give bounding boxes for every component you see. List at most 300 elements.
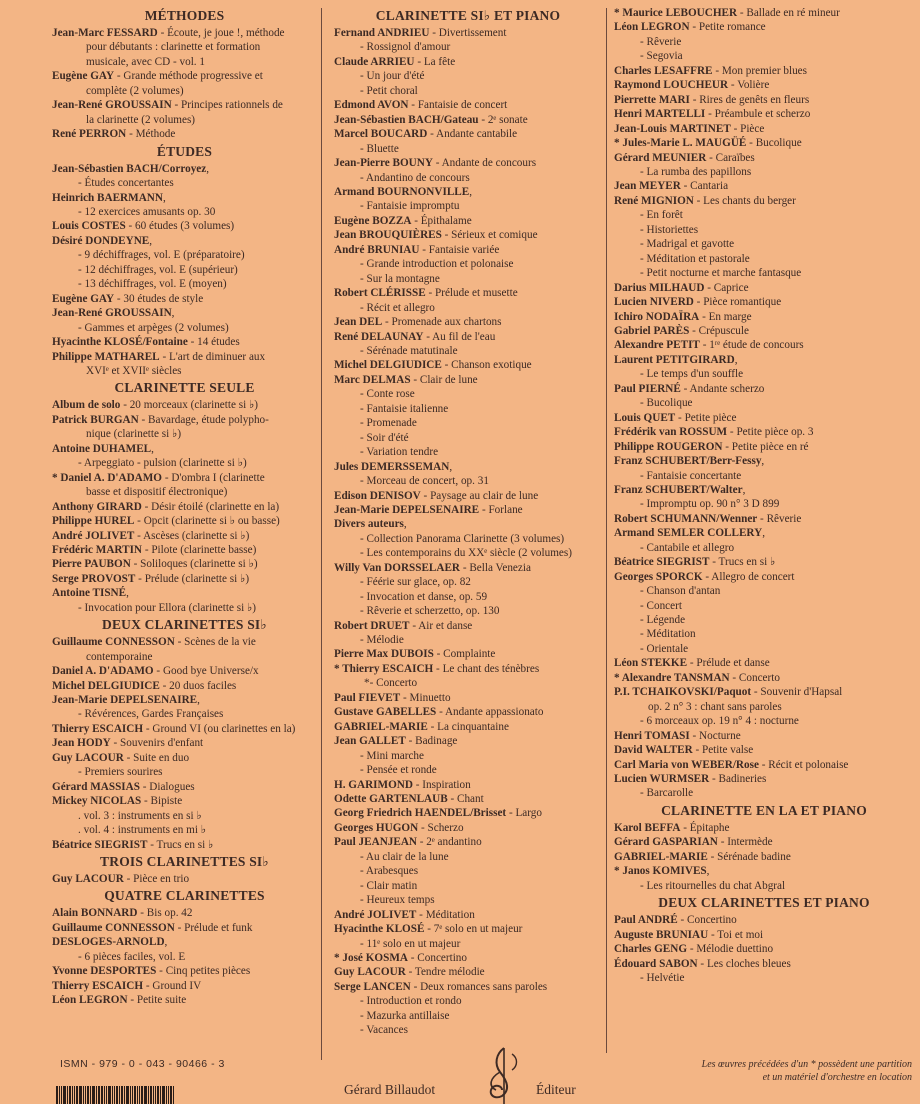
catalog-entry <box>614 526 914 540</box>
barcode-bar <box>56 1086 58 1104</box>
catalog-entry <box>52 350 317 364</box>
catalog-entry <box>614 151 914 165</box>
work-title: - Grande méthode progressive et <box>114 70 263 83</box>
work-item: - Rêverie <box>640 35 682 48</box>
catalog-entry <box>52 127 317 141</box>
composer-name: Divers auteurs <box>334 518 404 531</box>
composer-name: Darius MILHAUD <box>614 281 705 294</box>
composer-name: * Alexandre TANSMAN <box>614 671 730 684</box>
footnote-line: et un matériel d'orchestre en location <box>762 1072 912 1083</box>
composer-name: Désiré DONDEYNE <box>52 234 150 247</box>
catalog-entry <box>52 921 317 935</box>
work-item: - Orientale <box>640 642 689 655</box>
barcode-bar <box>69 1086 71 1104</box>
work-title: - Sérieux et comique <box>441 229 538 242</box>
composer-name: Jules DEMERSSEMAN <box>334 460 450 473</box>
catalog-entry <box>614 353 914 367</box>
work-title: - Ballade en ré mineur <box>737 7 840 19</box>
work-title: - Cinq petites pièces <box>156 965 251 978</box>
catalog-entry <box>614 107 914 121</box>
composer-name: Paul JEANJEAN <box>334 836 417 849</box>
work-title: - Petite valse <box>692 744 754 757</box>
work-title: , <box>164 936 168 949</box>
work-title: - Concerto <box>729 671 780 684</box>
work-title: - Concertino <box>677 914 737 927</box>
composer-name: Pierre Max DUBOIS <box>334 648 434 661</box>
work-title: - 30 études de style <box>114 292 204 305</box>
catalog-entry <box>614 957 914 971</box>
catalog-entry <box>614 772 914 786</box>
work-title: - Toi et moi <box>708 928 764 941</box>
work-item: - Sérénade matutinale <box>360 344 458 357</box>
composer-name: Edmond AVON <box>334 99 409 112</box>
barcode-bar <box>160 1086 161 1104</box>
barcode-bar <box>112 1086 113 1104</box>
work-item: - Morceau de concert, op. 31 <box>360 475 489 488</box>
column-divider <box>321 8 322 1060</box>
catalog-entry <box>52 872 317 886</box>
section-heading: CLARINETTE SEULE <box>114 380 255 396</box>
barcode-bar <box>63 1086 66 1104</box>
work-title: - Badineries <box>709 773 767 786</box>
work-item: - Invocation et danse, op. 59 <box>360 590 488 603</box>
work-item: - Révérences, Gardes Françaises <box>78 708 224 721</box>
section-heading: CLARINETTE EN LA ET PIANO <box>661 802 867 818</box>
catalog-entry <box>614 835 914 849</box>
composer-name: David WALTER <box>614 744 693 757</box>
catalog-entry <box>614 850 914 864</box>
work-item: - Invocation pour Ellora (clarinette si ♭) <box>78 601 256 614</box>
work-title: , <box>742 483 746 496</box>
composer-name: Laurent PETITGIRARD <box>614 353 735 366</box>
composer-name: Georges SPORCK <box>614 570 703 583</box>
barcode-bar <box>173 1086 174 1104</box>
work-item: *- Concerto <box>364 677 418 690</box>
catalog-entry <box>334 647 602 661</box>
composer-name: Jean-Marie DEPELSENAIRE <box>334 503 480 516</box>
work-item: - Méditation <box>640 628 696 641</box>
catalog-entry <box>334 951 602 965</box>
work-title: - Petite pièce op. 3 <box>727 426 814 439</box>
catalog-entry <box>52 635 317 649</box>
barcode-bar <box>162 1086 165 1104</box>
work-item: - Arabesques <box>360 865 419 878</box>
work-item: - Bluette <box>360 142 399 155</box>
work-item: - Fantaisie italienne <box>360 402 449 415</box>
composer-name: Eugène GAY <box>52 70 115 83</box>
work-title: - Sérénade badine <box>707 850 791 863</box>
composer-name: Léon LEGRON <box>614 21 690 34</box>
work-item: - Les ritournelles du chat Abgral <box>640 879 786 892</box>
catalog-entry <box>334 55 602 69</box>
composer-name: Jean-Marc FESSARD <box>52 27 158 39</box>
catalog-entry <box>334 792 602 806</box>
composer-name: Antoine TISNÉ <box>52 587 127 600</box>
catalog-entry <box>52 442 317 456</box>
composer-name: Jean-Pierre BOUNY <box>334 157 433 170</box>
composer-name: Franz SCHUBERT/Walter <box>614 483 743 496</box>
catalog-entry <box>334 156 602 170</box>
catalog-entry <box>334 806 602 820</box>
work-item: - Introduction et rondo <box>360 995 462 1008</box>
entry-continuation: pour débutants : clarinette et formation <box>86 41 261 54</box>
work-item: - 6 morceaux op. 19 n° 4 : nocturne <box>640 715 799 728</box>
catalog-entry <box>52 26 317 40</box>
work-title: - Souvenirs d'enfant <box>110 737 204 750</box>
composer-name: Jean HODY <box>52 737 111 750</box>
composer-name: Alexandre PETIT <box>614 339 700 352</box>
composer-name: Philippe MATHAREL <box>52 350 160 363</box>
work-title: - Petite pièce en ré <box>722 440 809 453</box>
work-title: - Largo <box>506 807 542 820</box>
work-title: , <box>734 353 738 366</box>
work-item: - 6 pièces faciles, vol. E <box>78 950 186 963</box>
section-heading: DEUX CLARINETTES ET PIANO <box>658 895 870 911</box>
catalog-entry <box>334 503 602 517</box>
catalog-entry <box>614 382 914 396</box>
catalog-entry <box>52 398 317 412</box>
barcode-bar <box>87 1086 89 1104</box>
work-item: - Historiettes <box>640 223 699 236</box>
work-item: - Sur la montagne <box>360 272 440 285</box>
catalog-entry <box>334 243 602 257</box>
work-item: - Études concertantes <box>78 177 174 190</box>
composer-name: René DELAUNAY <box>334 330 424 343</box>
work-item: - Barcarolle <box>640 787 694 800</box>
catalog-entry <box>52 98 317 112</box>
composer-name: Jean MEYER <box>614 180 681 193</box>
work-item: - Rossignol d'amour <box>360 41 451 54</box>
work-item: - Concert <box>640 599 682 612</box>
work-title: - Écoute, je joue !, méthode <box>157 27 285 39</box>
barcode-bar <box>83 1086 84 1104</box>
composer-name: Armand BOURNONVILLE <box>334 185 470 198</box>
composer-name: Eugène GAY <box>52 292 115 305</box>
work-title: - Rêverie <box>757 512 802 525</box>
catalog-entry <box>614 324 914 338</box>
work-title: , <box>403 518 407 531</box>
composer-name: Serge PROVOST <box>52 572 136 585</box>
barcode-bar <box>144 1086 147 1104</box>
composer-name: Auguste BRUNIAU <box>614 928 709 941</box>
entry-continuation: basse et dispositif électronique) <box>86 486 228 499</box>
work-title: - Bis op. 42 <box>137 907 193 920</box>
section-heading: DEUX CLARINETTES SI♭ <box>102 617 267 633</box>
catalog-entry <box>614 20 914 34</box>
composer-name: René MIGNION <box>614 194 694 207</box>
work-item: - Féérie sur glace, op. 82 <box>360 576 471 589</box>
work-title: , <box>197 694 200 707</box>
work-title: - Mélodie duettino <box>687 943 774 956</box>
catalog-entry <box>52 500 317 514</box>
work-title: , <box>126 587 129 600</box>
catalog-entry <box>334 517 602 531</box>
work-title: - Divertissement <box>429 27 507 39</box>
composer-name: Robert DRUET <box>334 619 410 632</box>
catalog-column-3 <box>614 6 914 985</box>
catalog-entry <box>52 794 317 808</box>
barcode-bar <box>90 1086 91 1104</box>
composer-name: Raymond LOUCHEUR <box>614 79 729 92</box>
composer-name: * Jules-Marie L. MAUGÜÉ <box>614 137 747 150</box>
catalog-entry <box>52 219 317 233</box>
work-title: - Promenade aux chartons <box>382 316 502 329</box>
composer-name: Guy LACOUR <box>52 873 124 886</box>
barcode-bar <box>139 1086 140 1104</box>
work-title: , <box>171 307 175 320</box>
work-title: - Récit et polonaise <box>758 758 849 771</box>
work-item: - 12 déchiffrages, vol. E (supérieur) <box>78 263 238 276</box>
catalog-entry <box>52 935 317 949</box>
composer-name: Paul ANDRÉ <box>614 914 678 927</box>
composer-name: Armand SEMLER COLLERY <box>614 527 763 540</box>
barcode-bar <box>124 1086 125 1104</box>
work-title: - Petite pièce <box>675 411 737 424</box>
composer-name: Heinrich BAERMANN <box>52 191 163 204</box>
work-title: , <box>449 460 453 473</box>
catalog-entry <box>52 234 317 248</box>
catalog-entry <box>614 338 914 352</box>
work-title: , <box>149 234 153 247</box>
work-item: - Au clair de la lune <box>360 850 449 863</box>
composer-name: * Daniel A. D'ADAMO <box>52 471 163 484</box>
work-title: - Allegro de concert <box>702 570 795 583</box>
composer-name: Marcel BOUCARD <box>334 128 428 141</box>
barcode-bar <box>106 1086 107 1104</box>
work-title: - 60 études (3 volumes) <box>125 220 235 233</box>
work-title: - Volière <box>728 79 770 92</box>
barcode-bar <box>155 1086 156 1104</box>
composer-name: Odette GARTENLAUB <box>334 793 448 806</box>
catalog-entry <box>334 228 602 242</box>
work-item: . vol. 3 : instruments en si ♭ <box>78 809 202 822</box>
catalog-entry <box>614 295 914 309</box>
composer-name: Eugène BOZZA <box>334 214 412 227</box>
composer-name: Frédéric MARTIN <box>52 543 143 556</box>
barcode-bar <box>61 1086 62 1104</box>
catalog-entry <box>334 778 602 792</box>
catalog-entry <box>52 162 317 176</box>
work-item: . vol. 4 : instruments en mi ♭ <box>78 824 207 837</box>
work-title: - Mon premier blues <box>712 64 807 77</box>
composer-name: Frédérik van ROSSUM <box>614 426 728 439</box>
work-title: - Suite en duo <box>123 751 190 764</box>
work-item: - Pensée et ronde <box>360 764 437 777</box>
work-title: - Soliloques (clarinette si ♭) <box>130 558 258 571</box>
catalog-entry <box>52 964 317 978</box>
barcode-bar <box>67 1086 68 1104</box>
work-title: - Bella Venezia <box>460 561 531 574</box>
composer-name: Jean-Louis MARTINET <box>614 122 731 135</box>
catalog-entry <box>52 722 317 736</box>
work-title: - Principes rationnels de <box>171 99 283 112</box>
work-title: - Les chants du berger <box>693 194 796 207</box>
catalog-entry <box>614 913 914 927</box>
barcode <box>56 1086 226 1104</box>
composer-name: Gabriel PARÈS <box>614 324 690 337</box>
composer-name: Robert CLÉRISSE <box>334 287 426 300</box>
work-title: - Ascèses (clarinette si ♭) <box>134 529 250 542</box>
catalog-entry <box>614 942 914 956</box>
work-item: - Grande introduction et polonaise <box>360 258 514 271</box>
entry-continuation: la clarinette (2 volumes) <box>86 113 196 126</box>
composer-name: Louis COSTES <box>52 220 126 233</box>
work-title: - Crépuscule <box>689 324 749 337</box>
work-title: - Air et danse <box>409 619 473 632</box>
work-item: - Madrigal et gavotte <box>640 238 735 251</box>
catalog-entry <box>52 335 317 349</box>
work-title: , <box>162 191 166 204</box>
catalog-entry <box>614 78 914 92</box>
work-item: - Conte rose <box>360 388 415 401</box>
work-title: - Complainte <box>433 648 496 661</box>
work-item: - Variation tendre <box>360 446 439 459</box>
composer-name: Thierry ESCAICH <box>52 722 144 735</box>
composer-name: Philippe HUREL <box>52 515 135 528</box>
composer-name: Gérard MASSIAS <box>52 780 140 793</box>
barcode-bar <box>85 1086 86 1104</box>
work-title: - Prélude et danse <box>687 657 770 670</box>
work-title: - Épithalame <box>411 214 472 227</box>
composer-name: Pierre PAUBON <box>52 558 131 571</box>
composer-name: Paul PIERNÉ <box>614 382 681 395</box>
work-item: - Mazurka antillaise <box>360 1009 450 1022</box>
entry-continuation: nique (clarinette si ♭) <box>86 428 182 441</box>
composer-name: René PERRON <box>52 128 127 141</box>
work-title: - Deux romances sans paroles <box>410 980 548 993</box>
work-item: - Collection Panorama Clarinette (3 volumes) <box>360 532 565 545</box>
work-title: - Trucs en si ♭ <box>147 838 214 851</box>
catalog-entry <box>614 194 914 208</box>
work-item: - En forêt <box>640 209 683 222</box>
composer-name: Hyacinthe KLOSÉ <box>334 923 425 936</box>
work-title: - Cantaria <box>680 180 729 193</box>
work-title: - Pièce <box>730 122 765 135</box>
catalog-entry <box>614 512 914 526</box>
catalog-entry <box>614 122 914 136</box>
work-title: - Prélude et musette <box>425 287 518 300</box>
catalog-entry <box>334 127 602 141</box>
work-title: - Petite suite <box>127 994 187 1007</box>
catalog-entry <box>52 780 317 794</box>
catalog-entry <box>334 358 602 372</box>
work-item: - Mélodie <box>360 634 404 647</box>
work-item: - Promenade <box>360 417 417 430</box>
catalog-entry <box>334 185 602 199</box>
barcode-bar <box>137 1086 138 1104</box>
entry-continuation: musicale, avec CD - vol. 1 <box>86 55 205 68</box>
work-title: - Andante scherzo <box>680 382 765 395</box>
composer-name: GABRIEL-MARIE <box>334 720 428 733</box>
catalog-entry <box>334 619 602 633</box>
work-title: - Fantaisie variée <box>419 243 500 256</box>
barcode-bar <box>130 1086 131 1104</box>
work-title: - 7ᵉ solo en ut majeur <box>424 923 523 936</box>
composer-name: Charles GENG <box>614 943 688 956</box>
composer-name: Charles LESAFFRE <box>614 64 713 77</box>
work-item: - Un jour d'été <box>360 70 425 83</box>
work-item: - 11ᵉ solo en ut majeur <box>360 937 461 950</box>
work-title: - Les cloches bleues <box>697 957 791 970</box>
barcode-bar <box>116 1086 118 1104</box>
composer-name: Guillaume CONNESSON <box>52 636 175 649</box>
composer-name: Ichiro NODAÏRA <box>614 310 700 323</box>
composer-name: Franz SCHUBERT/Berr-Fessy <box>614 455 762 468</box>
composer-name: Marc DELMAS <box>334 373 411 386</box>
work-title: - Inspiration <box>412 778 471 791</box>
barcode-bar <box>121 1086 123 1104</box>
catalog-entry <box>52 993 317 1007</box>
section-heading: ÉTUDES <box>156 143 213 159</box>
catalog-column-1 <box>52 6 317 1008</box>
catalog-entry <box>614 483 914 497</box>
catalog-entry <box>614 179 914 193</box>
catalog-entry <box>52 906 317 920</box>
catalog-entry <box>334 373 602 387</box>
catalog-entry <box>52 557 317 571</box>
composer-name: Jean-Sébastien BACH/Corroyez <box>52 162 207 175</box>
composer-name: Pierrette MARI <box>614 93 690 106</box>
composer-name: * Thierry ESCAICH <box>334 662 434 675</box>
catalog-entry <box>52 736 317 750</box>
work-title: - Souvenir d'Hapsal <box>751 686 843 699</box>
catalog-entry <box>52 572 317 586</box>
catalog-entry <box>334 26 602 40</box>
catalog-entry <box>334 691 602 705</box>
work-item: - Gammes et arpèges (2 volumes) <box>78 321 229 334</box>
publisher-name: Gérard Billaudot <box>344 1082 436 1097</box>
barcode-bar <box>72 1086 73 1104</box>
section-heading: QUATRE CLARINETTES <box>104 888 265 904</box>
catalog-entry <box>614 440 914 454</box>
work-item: - Rêverie et scherzetto, op. 130 <box>360 605 500 618</box>
catalog-entry <box>614 685 914 699</box>
composer-name: Henri TOMASI <box>614 729 690 742</box>
work-title: - Tendre mélodie <box>405 966 485 979</box>
work-title: - Méditation <box>416 908 475 921</box>
composer-name: Thierry ESCAICH <box>52 979 144 992</box>
catalog-entry <box>52 586 317 600</box>
work-item: - Légende <box>640 614 686 627</box>
barcode-bar <box>114 1086 115 1104</box>
composer-name: Jean-Sébastien BACH/Gateau <box>334 113 479 126</box>
work-item: - 13 déchiffrages, vol. E (moyen) <box>78 278 227 291</box>
work-title: - Ground IV <box>143 979 202 992</box>
composer-name: Edison DENISOV <box>334 489 421 502</box>
work-title: - L'art de diminuer aux <box>159 350 266 363</box>
catalog-entry <box>52 838 317 852</box>
composer-name: Gérard GASPARIAN <box>614 836 718 849</box>
work-title: - Caprice <box>704 281 749 294</box>
catalog-entry <box>614 928 914 942</box>
barcode-bar <box>157 1086 159 1104</box>
composer-name: Guillaume CONNESSON <box>52 921 175 934</box>
work-title: - D'ombra I (clarinette <box>162 471 265 484</box>
work-title: - Forlane <box>479 503 523 516</box>
work-title: - Le chant des ténèbres <box>433 662 540 675</box>
entry-continuation: op. 2 n° 3 : chant sans paroles <box>648 700 782 713</box>
barcode-bar <box>101 1086 103 1104</box>
composer-name: Hyacinthe KLOSÉ/Fontaine <box>52 336 188 349</box>
work-title: - Clair de lune <box>410 373 478 386</box>
composer-name: Édouard SABON <box>614 957 698 970</box>
barcode-bar <box>59 1086 60 1104</box>
entry-continuation: contemporaine <box>86 650 153 663</box>
catalog-entry <box>52 543 317 557</box>
catalog-entry <box>334 214 602 228</box>
work-title: - Pièce romantique <box>693 296 782 309</box>
work-item: - Mini marche <box>360 749 424 762</box>
